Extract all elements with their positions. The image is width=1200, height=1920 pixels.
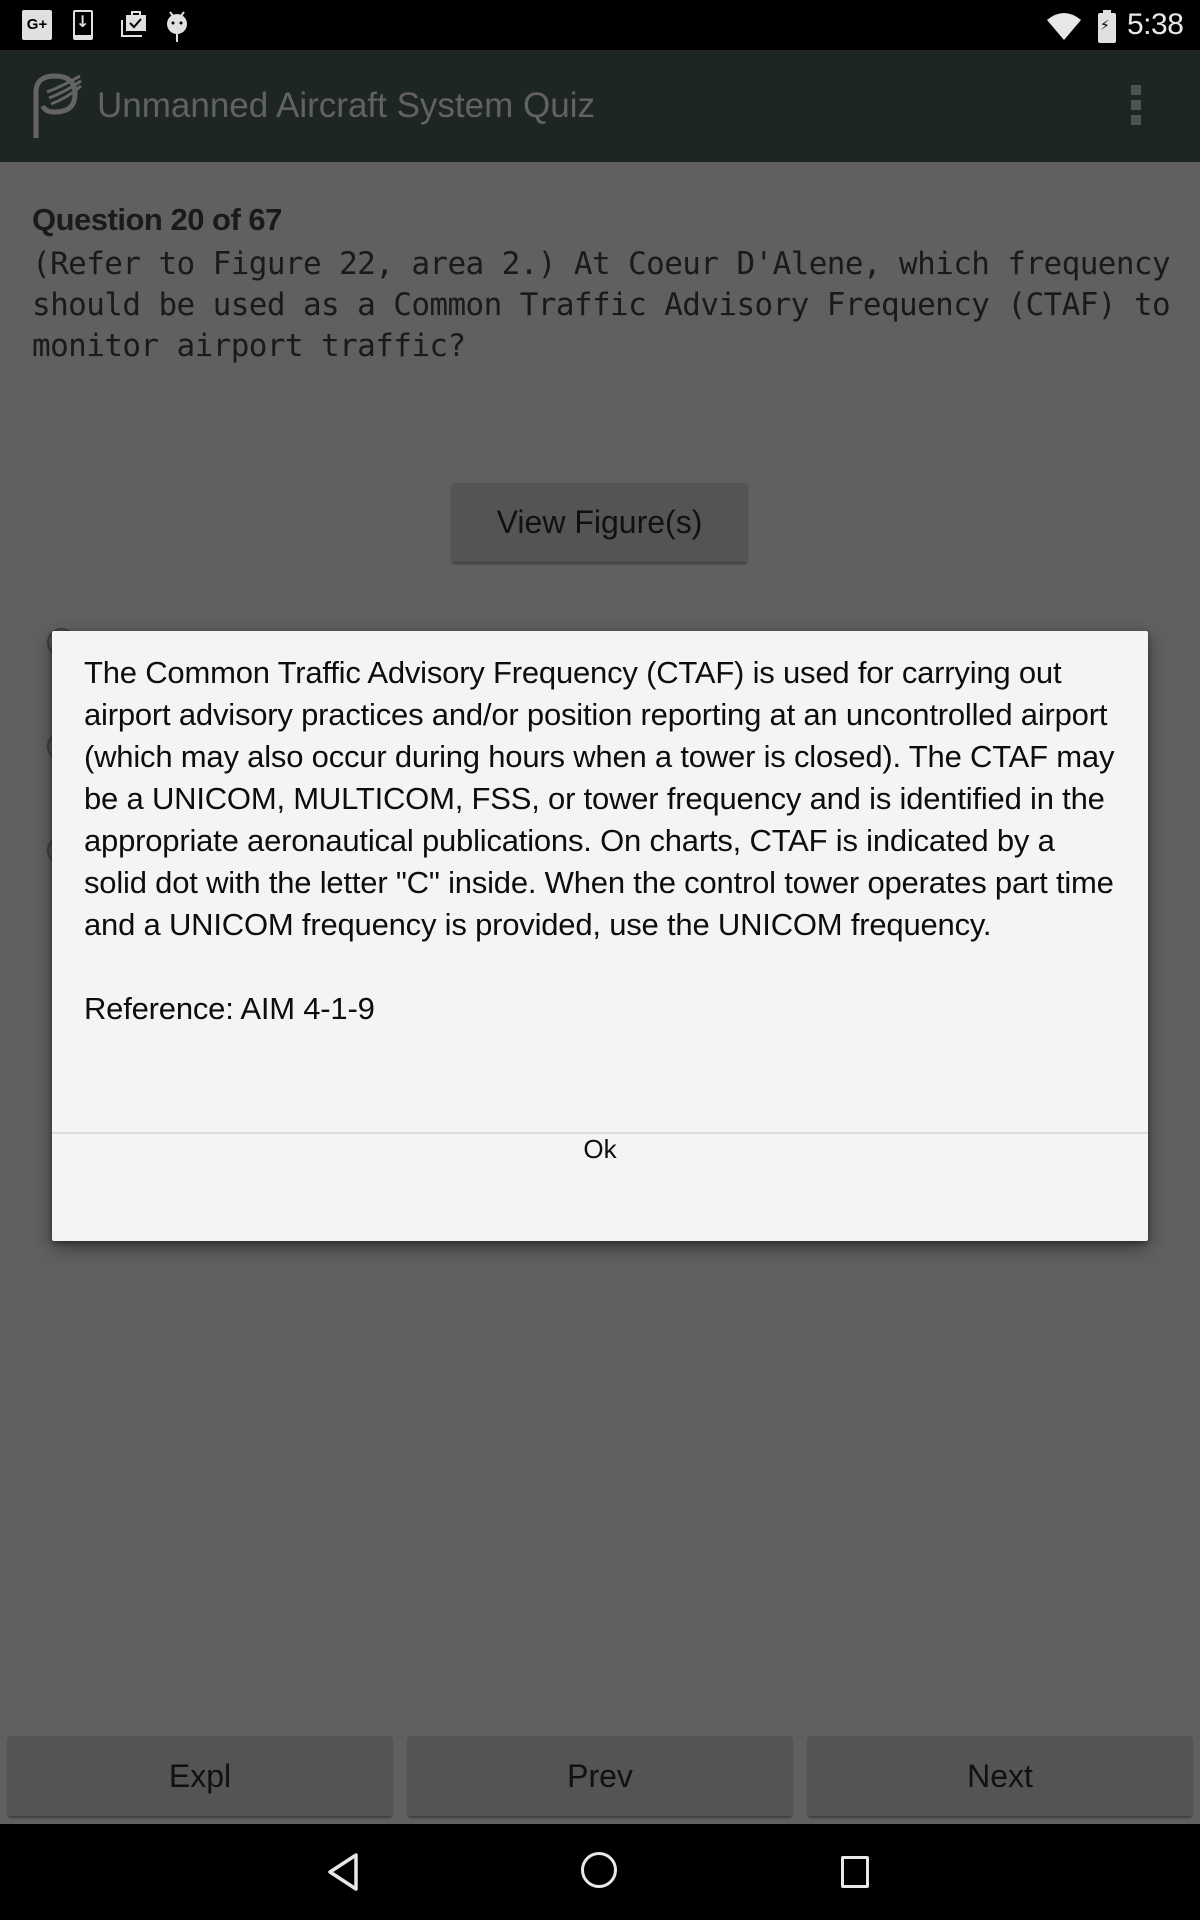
app-bar xyxy=(0,50,1200,162)
app-title: Unmanned Aircraft System Quiz xyxy=(97,86,595,125)
ok-button[interactable]: Ok xyxy=(583,1134,617,1164)
reference-text: Reference: AIM 4-1-9 xyxy=(84,991,375,1026)
explanation-dialog xyxy=(52,631,1148,1241)
dialog-body xyxy=(84,652,1124,1030)
next-button[interactable]: Next xyxy=(808,1736,1192,1816)
wifi-icon xyxy=(1047,12,1081,40)
bottom-navigation xyxy=(0,1736,1200,1816)
app-logo-icon xyxy=(33,72,85,138)
shopping-bag-check-icon xyxy=(118,10,150,40)
system-nav-bar xyxy=(0,1824,1200,1920)
question-text: (Refer to Figure 22, area 2.) At Coeur D'Alene, which frequency should be used as a Common Traffic Advisory Frequency (CTAF) to monitor airport traffic? xyxy=(32,246,1189,364)
expl-button[interactable]: Expl xyxy=(8,1736,392,1816)
explanation-text: The Common Traffic Advisory Frequency (CTAF) is used for carrying out airport advisory practices and/or position reporting at an uncontrolled airport (which may also occur during hours when a tower is closed). The CTAF may be a UNICOM, MULTICOM, FSS, or tower frequency and is identified in the appropriate aeronautical publications. On charts, CTAF is indicated by a solid dot with the letter "C" inside. When the control tower operates part time and a UNICOM frequency is provided, use the UNICOM frequency. xyxy=(84,655,1115,942)
question-number: Question 20 of 67 xyxy=(32,202,282,237)
view-figures-button[interactable]: View Figure(s) xyxy=(452,483,747,562)
battery-charging-icon xyxy=(1098,13,1116,43)
recents-icon[interactable] xyxy=(841,1856,869,1888)
prev-button[interactable]: Prev xyxy=(408,1736,792,1816)
google-plus-icon: G+ xyxy=(22,10,52,40)
status-bar xyxy=(0,0,1200,50)
home-icon[interactable] xyxy=(581,1852,617,1888)
overflow-menu-icon[interactable] xyxy=(1128,84,1142,126)
back-icon[interactable] xyxy=(325,1851,361,1893)
download-icon xyxy=(73,10,93,40)
status-time: 5:38 xyxy=(1127,8,1184,41)
android-debug-icon xyxy=(165,10,189,42)
